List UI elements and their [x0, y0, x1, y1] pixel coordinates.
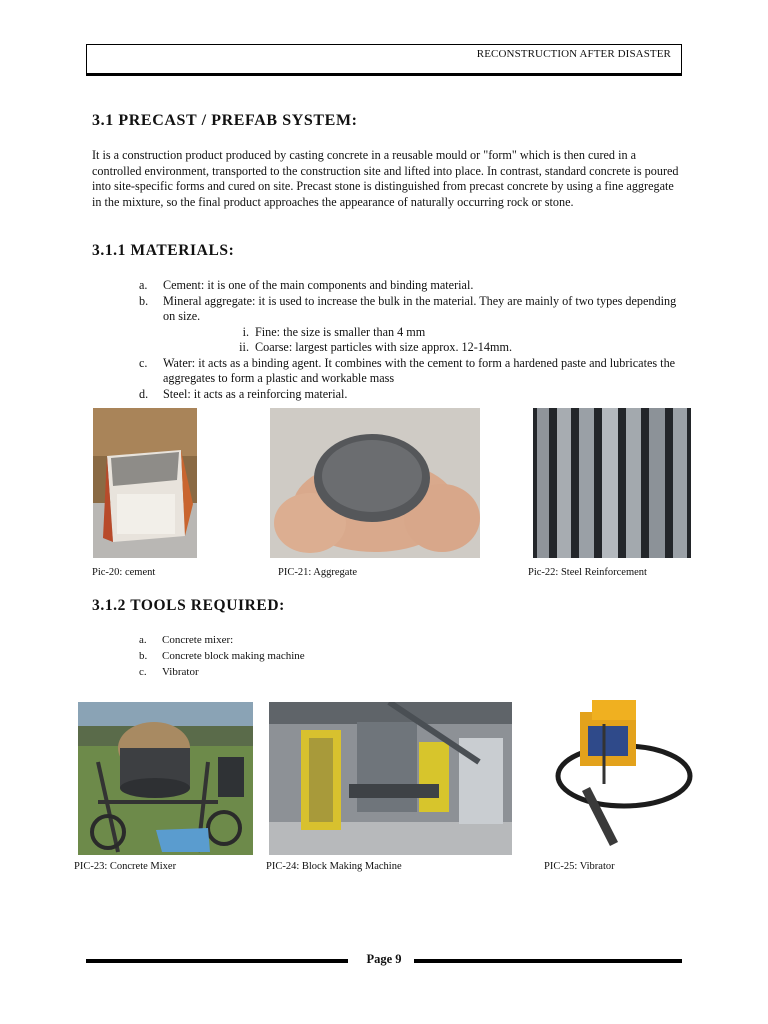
list-marker: b. [139, 650, 148, 662]
intro-paragraph: It is a construction product produced by casting concrete in a reusable mould or "form" which is then cured in a controlled environment, transported to the construction site and lifted into place. In contrast, standard concrete is poured into site-specific forms and cured on site. Precast stone is distinguished from precast concrete by using a fine aggregate in the mixture, so the final product approaches the appearance of naturally occurring rock or stone. [92, 148, 679, 209]
materials-heading: 3.1.1 MATERIALS: [92, 242, 235, 259]
list-item [139, 387, 679, 403]
block-machine-photo [269, 702, 512, 855]
sublist-marker: ii. [239, 340, 249, 354]
list-text: Cement: it is one of the main components and binding material. [163, 278, 474, 292]
mixer-photo [78, 702, 253, 855]
steel-caption: Pic-22: Steel Reinforcement [528, 567, 647, 578]
page-header [86, 44, 682, 76]
list-item [139, 632, 305, 648]
tools-list [139, 632, 305, 680]
section-heading: 3.1 PRECAST / PREFAB SYSTEM: [92, 112, 358, 129]
list-marker: b. [139, 293, 149, 308]
list-marker: c. [139, 355, 148, 370]
block-machine-caption: PIC-24: Block Making Machine [266, 861, 402, 872]
list-item [139, 356, 679, 387]
cement-caption: Pic-20: cement [92, 567, 156, 578]
aggregate-caption: PIC-21: Aggregate [278, 567, 358, 578]
footer-rule-left [86, 959, 348, 963]
sublist-item [139, 340, 679, 356]
sublist-item [139, 325, 679, 341]
sublist-text: Coarse: largest particles with size approx. 12-14mm. [255, 340, 513, 354]
header-title: RECONSTRUCTION AFTER DISASTER [476, 48, 671, 60]
steel-photo [533, 408, 691, 558]
sublist-container [139, 325, 679, 356]
page-number: Page 9 [366, 952, 402, 966]
list-text: Vibrator [162, 666, 199, 678]
list-item [139, 648, 305, 664]
sublist-text: Fine: the size is smaller than 4 mm [255, 324, 426, 339]
sublist [139, 325, 679, 356]
list-marker: a. [139, 634, 147, 646]
list-marker: a. [139, 278, 148, 292]
list-text: Water: it acts as a binding agent. It combines with the cement to form a hardened paste and lubricates the aggregates to form a plastic and workable mass [163, 355, 676, 385]
aggregate-photo [270, 408, 480, 558]
cement-photo [93, 408, 197, 558]
list-text: Concrete mixer: [162, 634, 234, 646]
list-item [139, 664, 305, 680]
vibrator-caption: PIC-25: Vibrator [544, 861, 615, 872]
sublist-marker: i. [242, 324, 249, 339]
vibrator-photo [546, 694, 694, 852]
mixer-caption: PIC-23: Concrete Mixer [74, 861, 177, 872]
list-item [139, 294, 679, 325]
list-text: Concrete block making machine [162, 650, 305, 662]
list-item [139, 278, 679, 294]
tools-heading: 3.1.2 TOOLS REQUIRED: [92, 597, 285, 614]
list-text: Mineral aggregate: it is used to increase the bulk in the material. They are mainly of two types depending on size. [163, 293, 677, 323]
footer-rule-right [414, 959, 682, 963]
list-marker: d. [139, 386, 149, 401]
list-text: Steel: it acts as a reinforcing material. [163, 386, 348, 401]
list-marker: c. [139, 666, 147, 678]
materials-list [139, 278, 679, 402]
